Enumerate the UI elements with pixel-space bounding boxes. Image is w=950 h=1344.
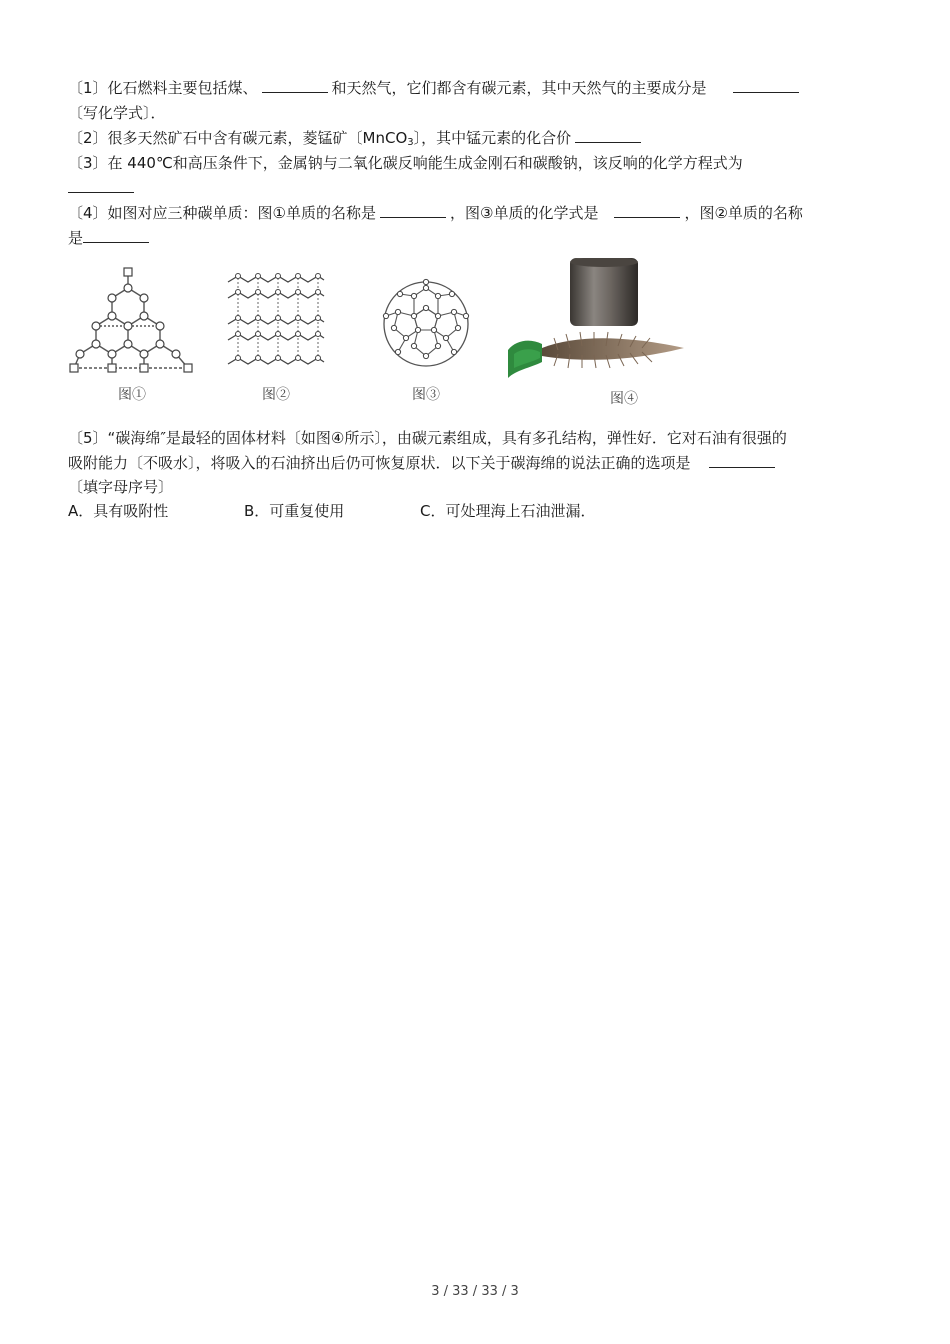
question-5-line-2 bbox=[68, 451, 888, 475]
graphite-layers-icon bbox=[224, 258, 328, 378]
question-3-line-1 bbox=[68, 151, 888, 175]
q3-blank bbox=[68, 176, 134, 193]
question-1-line-1 bbox=[68, 76, 888, 100]
q5-blank bbox=[709, 451, 775, 468]
diamond-lattice-icon bbox=[68, 258, 196, 378]
q1-text-a: 〔1〕化石燃料主要包括煤、 bbox=[68, 79, 258, 97]
figure-3-fullerene-structure bbox=[376, 258, 476, 403]
q4-blank-3 bbox=[83, 226, 149, 243]
question-5-options bbox=[68, 499, 595, 523]
q1-blank-1 bbox=[262, 76, 328, 93]
option-b: B．可重复使用 bbox=[244, 502, 345, 520]
q2-blank bbox=[575, 126, 641, 143]
q4-blank-2 bbox=[614, 201, 680, 218]
q4-text-a: 〔4〕如图对应三种碳单质：图①单质的名称是 bbox=[68, 204, 376, 222]
page-footer: 3 / 33 / 33 / 3 bbox=[431, 1284, 519, 1299]
q2-text-b: 〕，其中锰元素的化合价 bbox=[413, 129, 572, 147]
question-3-line-2 bbox=[68, 176, 888, 200]
q4-text-d: 是 bbox=[68, 229, 84, 247]
q2-text-a: 〔2〕很多天然矿石中含有碳元素，菱锰矿〔MnCO bbox=[68, 129, 408, 147]
figure-1-diamond-structure bbox=[68, 258, 196, 403]
figure-4-caption: 图④ bbox=[610, 391, 638, 407]
q1-text-c: 〔写化学式〕． bbox=[68, 104, 166, 122]
q2-subscript: 3 bbox=[407, 137, 414, 148]
figure-2-graphite-structure bbox=[224, 258, 328, 403]
q5-text-c: 〔填字母序号〕 bbox=[68, 478, 174, 496]
figure-1-caption: 图① bbox=[118, 387, 146, 403]
q1-text-b: 和天然气，它们都含有碳元素，其中天然气的主要成分是 bbox=[331, 79, 707, 97]
question-4-line-2 bbox=[68, 226, 888, 250]
question-5-line-3 bbox=[68, 475, 888, 499]
figure-3-caption: 图③ bbox=[412, 387, 440, 403]
q1-blank-2 bbox=[733, 76, 799, 93]
carbon-figures bbox=[68, 258, 688, 410]
option-c: C．可处理海上石油泄漏． bbox=[420, 502, 596, 520]
question-4-line-1 bbox=[68, 201, 888, 225]
q3-text-a: 〔3〕在 440℃和高压条件下，金属钠与二氧化碳反响能生成金刚石和碳酸钠，该反响的化学方程式为 bbox=[68, 154, 743, 172]
carbon-sponge-photo-icon bbox=[508, 258, 684, 384]
q5-text-b: 吸附能力〔不吸水〕，将吸入的石油挤出后仍可恢复原状．以下关于碳海绵的说法正确的选项是 bbox=[68, 454, 691, 472]
question-1-line-2 bbox=[68, 101, 888, 125]
question-5-line-1 bbox=[68, 426, 888, 450]
question-2-line bbox=[68, 126, 888, 150]
fullerene-ball-icon bbox=[376, 258, 476, 378]
figure-4-carbon-sponge-photo bbox=[508, 258, 684, 407]
figure-2-caption: 图② bbox=[262, 387, 290, 403]
q4-blank-1 bbox=[380, 201, 446, 218]
q4-text-b: ，图③单质的化学式是 bbox=[450, 204, 599, 222]
q5-text-a: 〔5〕“碳海绵″是最轻的固体材料〔如图④所示〕，由碳元素组成，具有多孔结构，弹性好．它对石油有很强的 bbox=[68, 429, 787, 447]
q4-text-c: ，图②单质的名称 bbox=[684, 204, 803, 222]
option-a: A．具有吸附性 bbox=[68, 502, 169, 520]
